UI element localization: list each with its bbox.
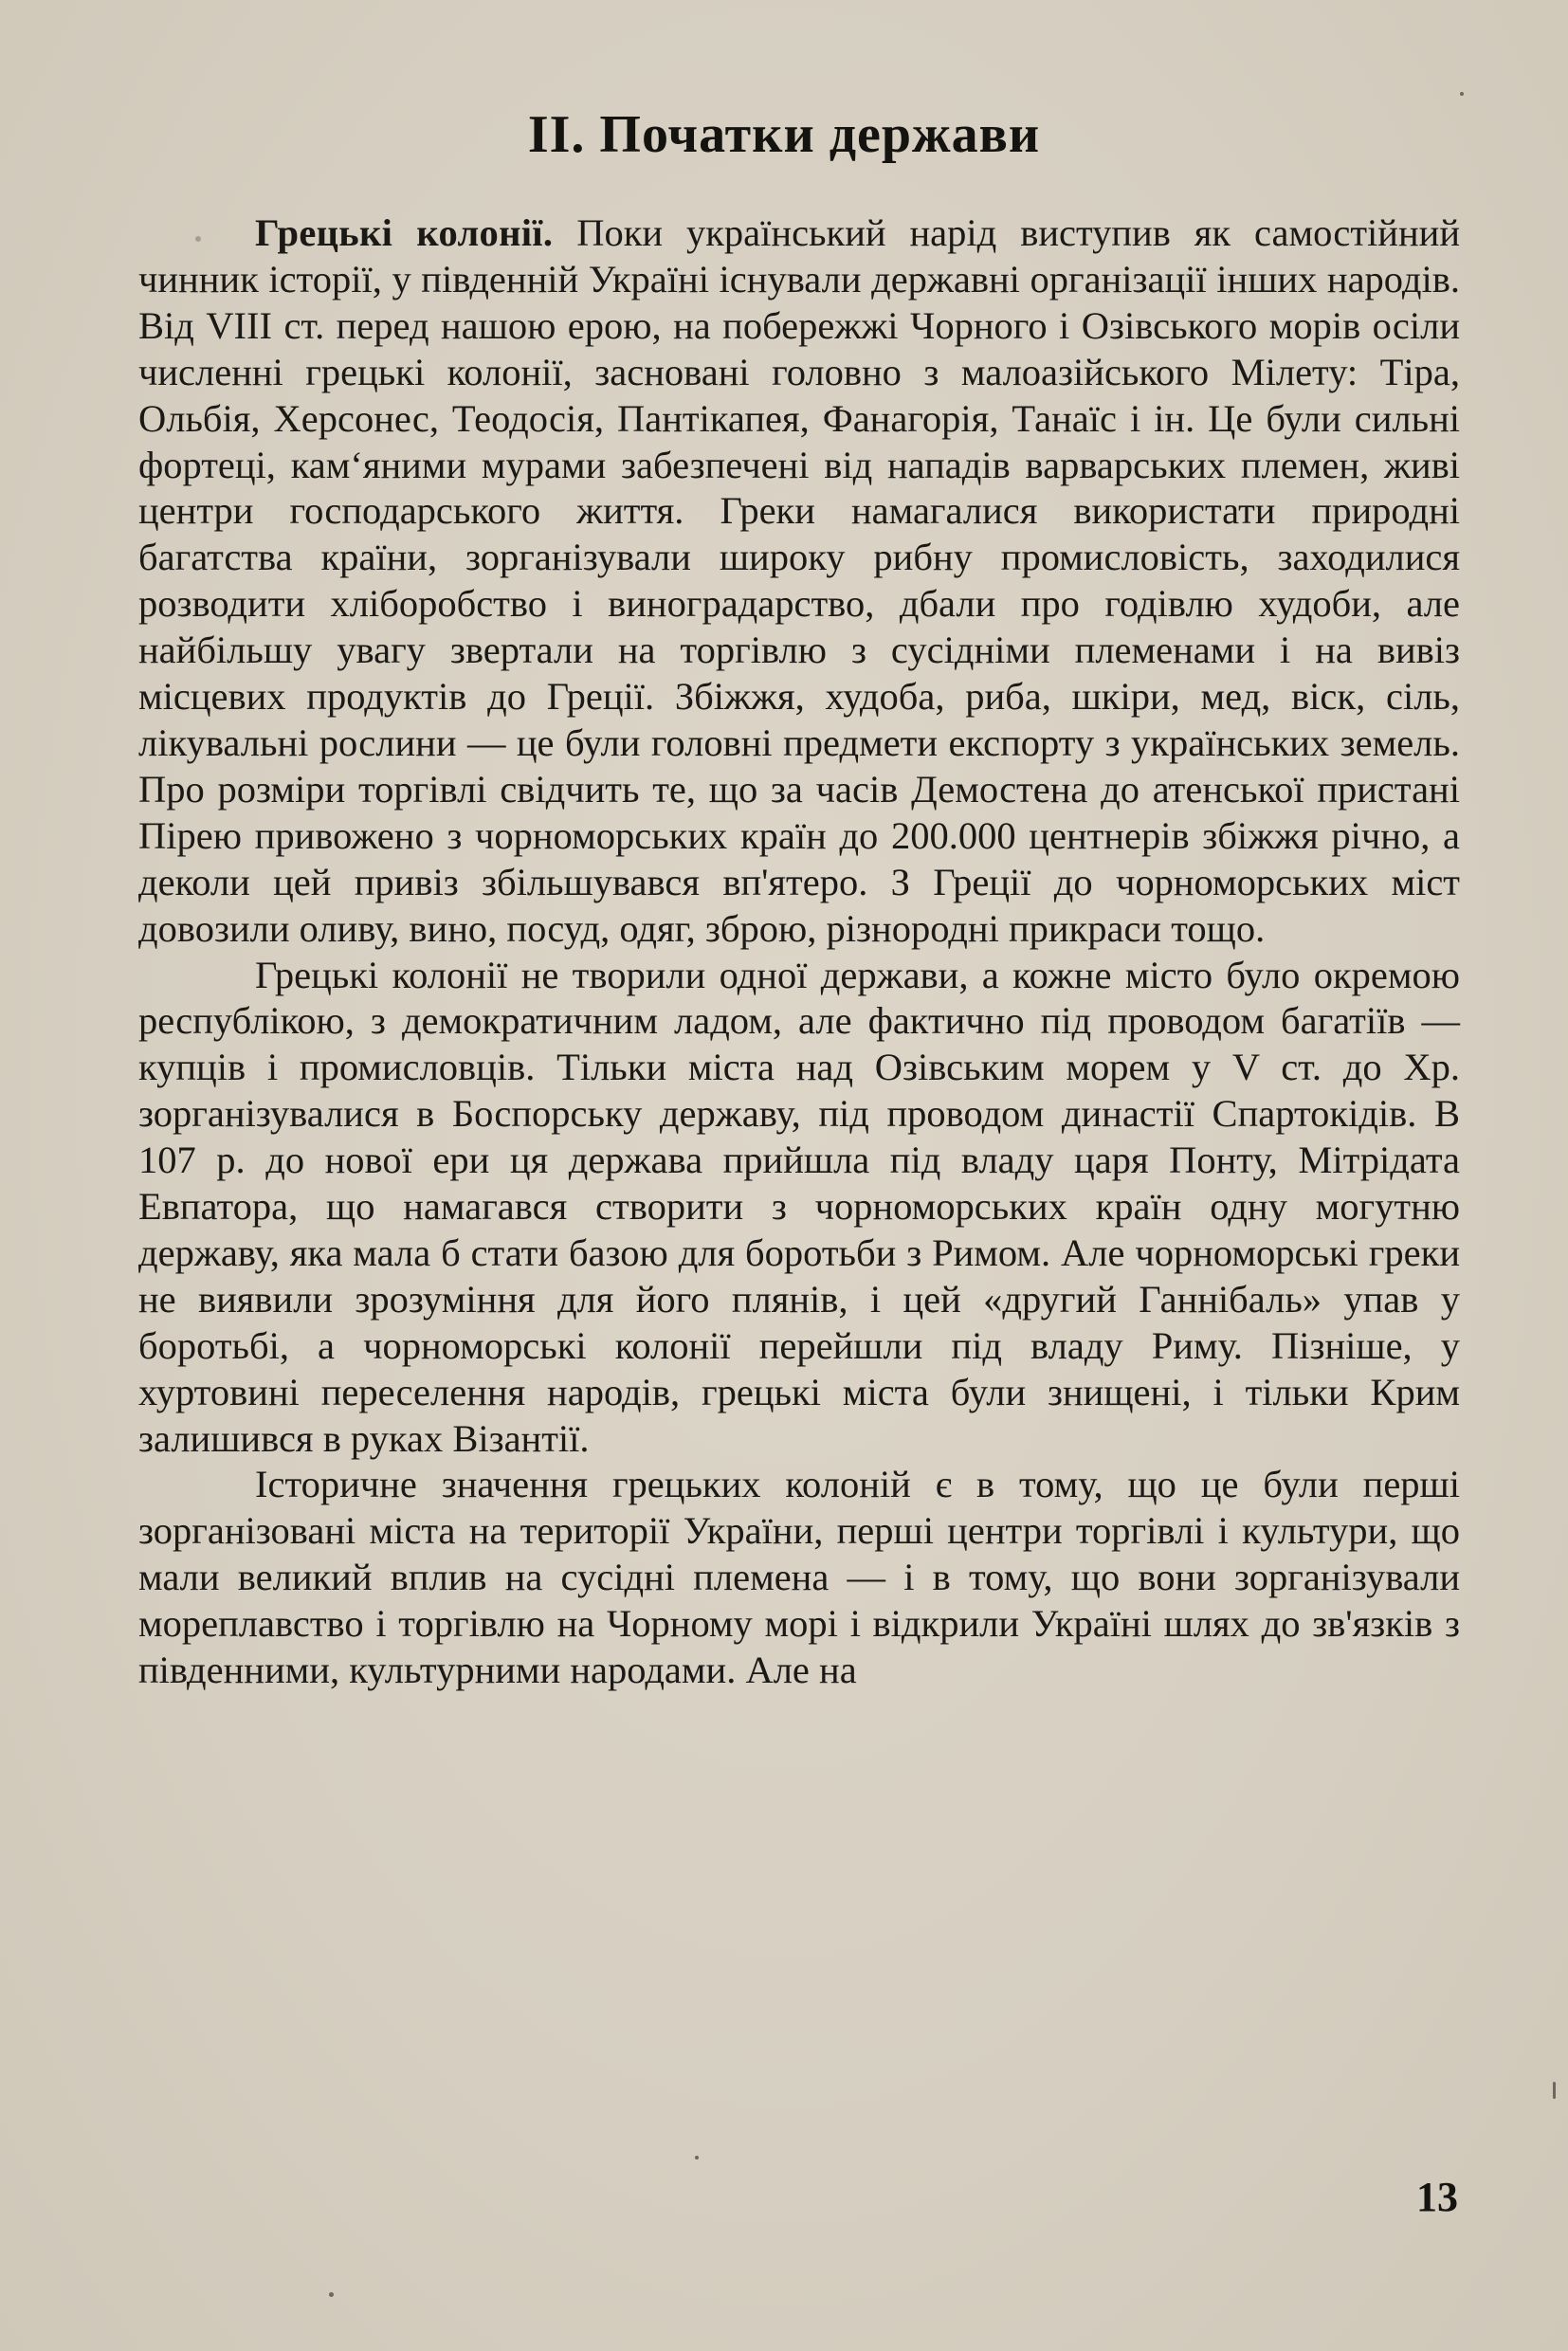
paper-speck xyxy=(1460,92,1464,96)
section-subheading: Грецькі колонії. xyxy=(255,211,554,254)
paragraph-text: Поки український нарід виступив як самостійний чинник історії, у південній Україні існували державні організації інших народів. Від VIII ст. перед нашою ерою, на побережжі Чорного і Озівського морів осіли численні грецькі колонії, засновані головно з малоазійського Мілету: Тіра, Ольбія, Херсонес, Теодосія, Пантікапея, Фанагорія, Танаїс і ін. Це були сильні фортеці, кам‘яними мурами забезпечені від нападів варварських племен, живі центри господарського життя. Греки намагалися використати природні багатства країни, зорганізували широку рибну промисловість, заходилися розводити хліборобство і виноградарство, дбали про годівлю худоби, але найбільшу увагу звертали на торгівлю з сусідніми племенами і на вивіз місцевих продуктів до Греції. Збіжжя, худоба, риба, шкіри, мед, віск, сіль, лікувальні рослини — це були головні предмети експорту з українських земель. Про розміри торгівлі свідчить те, що за часів Демостена до атенської пристані Пірею привожено з чорноморських країн до 200.000 центнерів збіжжя річно, а деколи цей привіз збільшувався вп'ятеро. З Греції до чорноморських міст довозили оливу, вино, посуд, одяг, зброю, різнородні прикраси тощо. xyxy=(138,211,1461,950)
paper-speck xyxy=(1553,2082,1556,2099)
paper-speck xyxy=(195,236,201,242)
paragraph xyxy=(138,953,1460,1463)
paragraph-text: Історичне значення грецьких колоній є в тому, що це були перші зорганізовані міста на території України, перші центри торгівлі і культури, що мали великий вплив на сусідні племена — і в тому, що вони зорганізували мореплавство і торгівлю на Чорному морі і відкрили Україні шлях до зв'язків з південними, культурними народами. Але на xyxy=(138,1463,1460,1692)
chapter-body xyxy=(138,210,1460,1694)
paragraph xyxy=(138,1462,1460,1694)
page-number: 13 xyxy=(1416,2174,1458,2220)
paragraph-text: Грецькі колонії не творили одної держави, а кожне місто було окремою республікою, з демократичним ладом, але фактично під проводом багатіїв — купців і промисловців. Тільки міста над Озівським морем у V ст. до Хр. зорганізувалися в Боспорську державу, під проводом династії Спартокідів. В 107 р. до нової ери ця держава прийшла під владу царя Понту, Мітрідата Евпатора, що намагався створити з чорноморських країн одну могутню державу, яка мала б стати базою для боротьби з Римом. Але чорноморські греки не виявили зрозуміння для його плянів, і цей «другий Ганнібаль» упав у боротьбі, а чорноморські колонії перейшли під владу Риму. Пізніше, у хуртовині переселення народів, грецькі міста були знищені, і тільки Крим залишився в руках Візантії. xyxy=(138,953,1460,1460)
paragraph xyxy=(138,210,1460,953)
chapter-heading: II. Початки держави xyxy=(527,105,1041,164)
paper-speck xyxy=(695,2156,699,2160)
paper-speck xyxy=(329,2292,334,2297)
